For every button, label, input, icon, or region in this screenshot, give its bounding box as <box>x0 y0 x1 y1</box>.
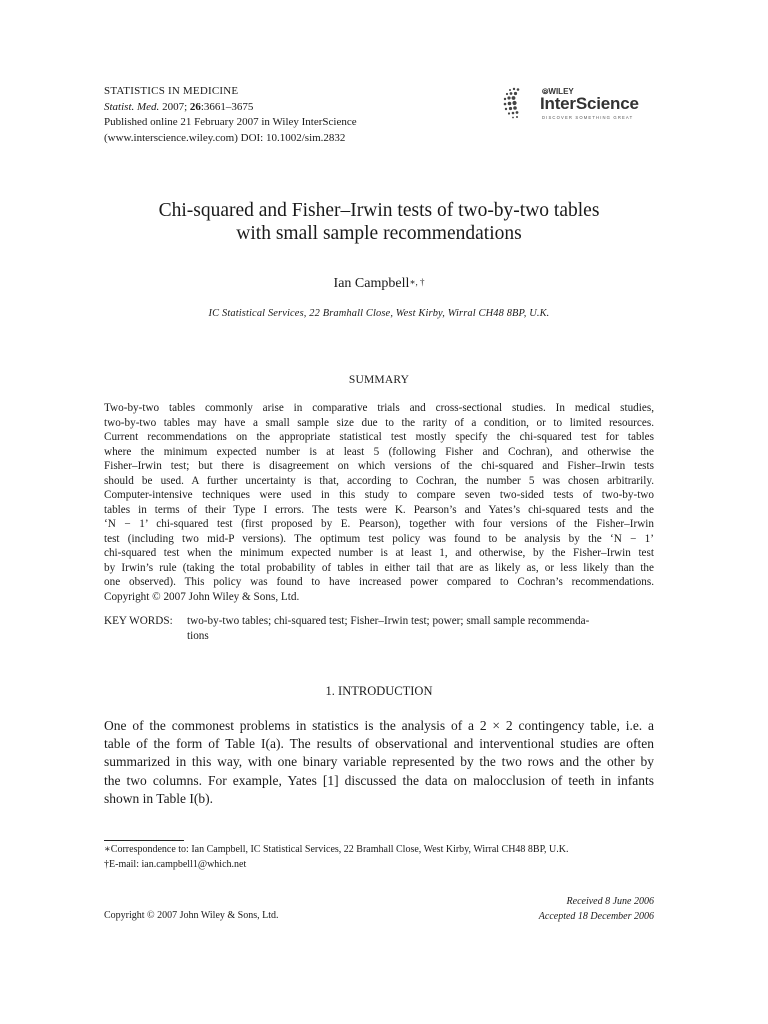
brand-tagline: DISCOVER SOMETHING GREAT <box>542 115 634 120</box>
published-online: Published online 21 February 2007 in Wiley InterScience <box>104 116 357 128</box>
abstract-line: ‘N − 1’ chi-squared test (first proposed by E. Pearson), together with four versions of the Fisher–Irwin <box>104 518 654 530</box>
keywords-label: KEY WORDS: <box>104 615 173 627</box>
abstract-text <box>104 401 654 604</box>
abstract-line: Copyright © 2007 John Wiley & Sons, Ltd. <box>104 590 300 603</box>
author-name: Ian Campbell <box>333 276 410 291</box>
author-line <box>104 276 654 292</box>
received-date: Received 8 June 2006 <box>566 896 654 907</box>
paragraph-line: shown in Table I(b). <box>104 790 214 806</box>
journal-name: STATISTICS IN MEDICINE <box>104 85 239 97</box>
author-footnote-marks: ∗, † <box>409 277 425 287</box>
abstract-line: Two-by-two tables commonly arise in comparative trials and cross-sectional studies. In medical studies, <box>104 402 654 414</box>
footnote-email: †E-mail: ian.campbell1@which.net <box>104 859 247 870</box>
abstract-line: two-by-two tables may have a small sample size due to the rarity of a condition, or to limited resources. <box>104 416 654 429</box>
keywords-line-1: two-by-two tables; chi-squared test; Fisher–Irwin test; power; small sample recommenda- <box>187 615 590 627</box>
footnotes <box>104 842 569 872</box>
abstract-line: Computer-intensive techniques were used in this study to compare seven two-sided tests of two-by-two <box>104 489 654 501</box>
abstract-line: one observed). This policy was found to have increased power compared to Cochran’s recommendations. <box>104 576 654 588</box>
brand-name: InterScience <box>540 94 639 113</box>
abstract-line: test (including two mid-P versions). The optimum test policy was found to be analysis by the ‘N − 1’ <box>104 532 654 545</box>
abstract-line: tables in terms of their Type I errors. The tests were K. Pearson’s and Yates’s chi-squared tests and the <box>104 503 654 516</box>
abstract-line: where the minimum expected number is at least 5 (following Fisher and Cochran), and otherwise the <box>104 445 654 458</box>
footnote-correspondence: ∗Correspondence to: Ian Campbell, IC Statistical Services, 22 Bramhall Close, West Kirby, Wirral CH48 8BP, U.K. <box>104 844 569 855</box>
abstract-line: by Irwin’s rule (taking the total probability of tables in either tail that are as likely as, or less likely than the <box>104 561 654 574</box>
paragraph-line: the two columns. For example, Yates [1] discussed the data on malocclusion of teeth in infants <box>104 772 654 788</box>
journal-header <box>104 84 357 146</box>
publisher-name: ⦾WILEY <box>542 87 574 96</box>
journal-citation: Statist. Med. 2007; 26:3661–3675 <box>104 100 254 113</box>
received-dates <box>539 894 654 924</box>
abstract-line: should be used. A further uncertainty is that, according to Cochran, the number 5 was chosen arbitrarily. <box>104 474 654 487</box>
section-heading-introduction: 1. INTRODUCTION <box>325 684 433 698</box>
wiley-interscience-logo <box>502 86 662 126</box>
keywords-line-2: tions <box>187 629 209 642</box>
summary-heading: SUMMARY <box>348 374 410 386</box>
abstract-line: Current recommendations on the appropriate statistical test mostly specify the chi-squared test for tables <box>104 431 654 443</box>
paragraph-line: table of the form of Table I(a). The results of observational and interventional studies are often <box>104 736 654 752</box>
wiley-interscience-logo-icon <box>502 86 538 122</box>
title-line-1: Chi-squared and Fisher–Irwin tests of two-by-two tables <box>158 200 600 221</box>
accepted-date: Accepted 18 December 2006 <box>538 911 654 922</box>
paragraph-line: One of the commonest problems in statistics is the analysis of a 2 × 2 contingency table, i.e. a <box>104 718 654 733</box>
footnote-rule <box>104 840 184 841</box>
introduction-text <box>104 717 654 808</box>
doi-line: (www.interscience.wiley.com) DOI: 10.1002/sim.2832 <box>104 131 346 144</box>
paper-title <box>104 199 654 245</box>
abstract-line: Fisher–Irwin test; but there is disagreement on which versions of the chi-squared and Fisher–Irwin tests <box>104 460 654 472</box>
affiliation: IC Statistical Services, 22 Bramhall Close, West Kirby, Wirral CH48 8BP, U.K. <box>208 308 550 319</box>
title-line-2: with small sample recommendations <box>236 223 522 244</box>
keywords-list <box>187 614 657 643</box>
abstract-line: chi-squared test when the minimum expected number is at least 1, and otherwise, by the Fisher–Irwin test <box>104 547 654 559</box>
paragraph-line: summarized in this way, with one binary variable represented by the two rows and the other by <box>104 754 654 770</box>
copyright-footer: Copyright © 2007 John Wiley & Sons, Ltd. <box>104 910 279 921</box>
